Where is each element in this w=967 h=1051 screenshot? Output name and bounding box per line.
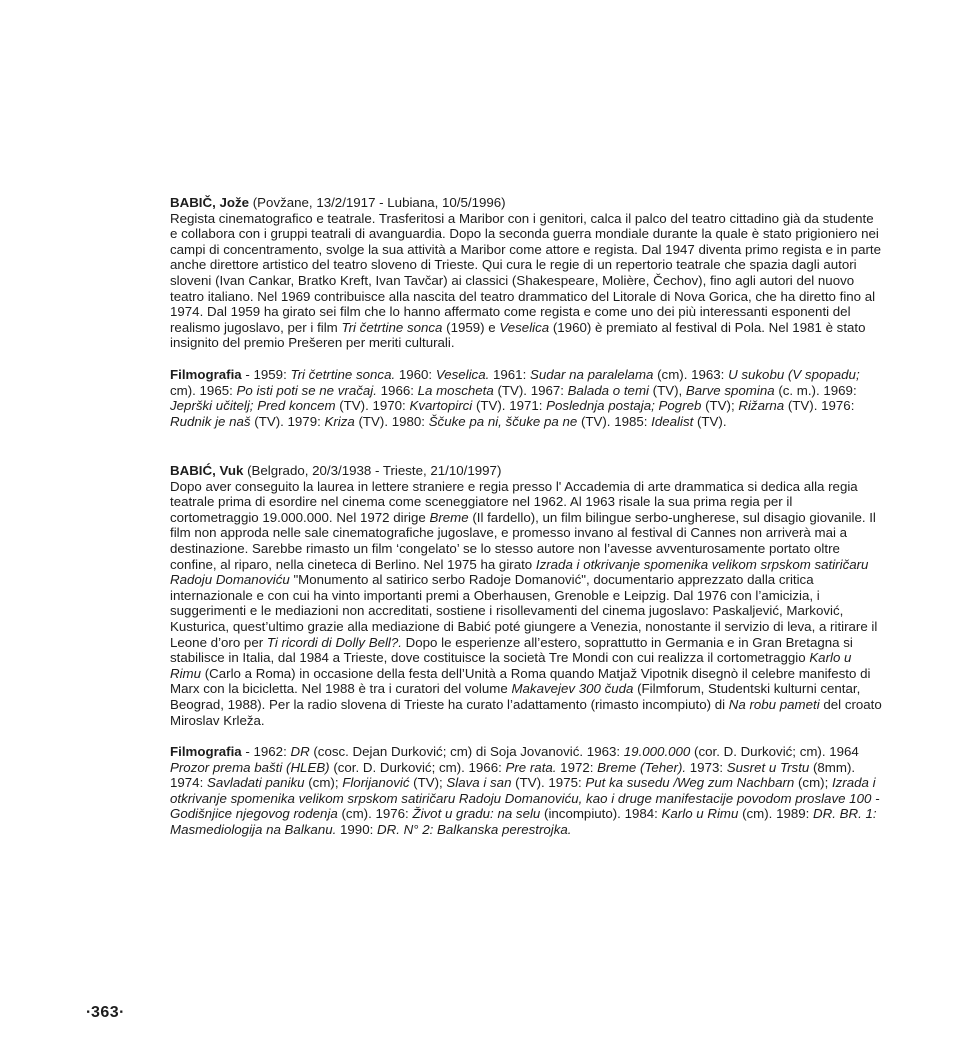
italic-title: Kriza (324, 413, 355, 429)
text-run: (cm); (304, 775, 343, 791)
italic-title: Poslednja postaja; Pogreb (546, 398, 702, 414)
italic-title: Veselica (499, 319, 550, 335)
entry-babic-vuk (170, 463, 882, 838)
italic-title: Rudnik je naš (170, 413, 251, 429)
text-run: (Il fardello), un film bilingue serbo-ungherese, sul disagio giovanile. Il film non approda nelle sale cinematografiche jugoslave, e promesso invano al festival di Cannes non arriverà mai a destinazione. Sarebbe rimasto un film ‘congelato’ se lo stesso autore non l’avesse avventurosamente portato oltre confine, al riparo, nella cineteca di Berlino. Nel 1975 ha girato (170, 509, 876, 572)
entry-dates: (Povžane, 13/2/1917 - Lubiana, 10/5/1996) (249, 195, 506, 210)
italic-title: U sukobu (V spopadu; (728, 366, 860, 382)
italic-title: Slava i san (446, 775, 512, 791)
filmography (170, 367, 882, 429)
text-run: (8mm). 1974: (170, 759, 856, 791)
text-run: (cor. D. Durković; cm). 1966: (329, 759, 506, 775)
italic-title: Florijanović (342, 775, 410, 791)
entry-name: BABIČ, Jože (170, 195, 250, 210)
text-run: (TV), (648, 382, 686, 398)
text-run: (TV). 1979: (250, 413, 325, 429)
italic-title: Izrada i otkrivanje spomenika velikom srpskom satiričaru Radoju Domanoviću (170, 556, 869, 588)
italic-title: La moscheta (417, 382, 494, 398)
italic-title: Put ka susedu /Weg zum Nachbarn (585, 775, 795, 791)
text-run: - 1962: (241, 744, 291, 760)
italic-title: DR. N° 2: Balkanska perestrojka. (376, 822, 572, 838)
italic-title: Ti ricordi di Dolly Bell?. (266, 634, 402, 650)
entry-biography (170, 479, 882, 729)
text-run: (1960) è premiato al festival di Pola. Nel 1981 è stato insignito del premio Prešeren per meriti culturali. (170, 319, 866, 351)
text-run: (cm); (794, 775, 832, 791)
text-run: 1961: (489, 366, 530, 382)
italic-title: Balada o temi (567, 382, 649, 398)
entry-dates: (Belgrado, 20/3/1938 - Trieste, 21/10/1997) (243, 463, 502, 478)
filmography-list (170, 367, 860, 429)
entry-babic-joze (170, 195, 882, 429)
text-run: (incompiuto). 1984: (540, 806, 662, 822)
italic-title: Veselica. (435, 366, 490, 382)
text-run: (cor. D. Durković; cm). 1964 (690, 744, 859, 760)
italic-title: Karlo u Rimu (661, 806, 739, 822)
italic-title: 19.000.000 (623, 744, 691, 760)
italic-title: Makavejev 300 čuda (511, 681, 634, 697)
italic-title: Susret u Trstu (726, 759, 810, 775)
text-run: (Carlo a Roma) in occasione della festa dell’Unità a Roma quando Matjaž Vipotnik disegnò il celebre manifesto di Marx con la bicicletta. Nel 1988 è tra i curatori del volume (170, 665, 871, 697)
text-run: (cm). 1963: (653, 366, 729, 382)
italic-title: DR. BR. 1: Masmediologija na Balkanu. (170, 806, 877, 838)
italic-title: Jeprški učitelj; Pred koncem (170, 398, 336, 414)
filmography-list (170, 744, 880, 837)
text-run: - 1959: (241, 366, 291, 382)
text-run: 1990: (336, 822, 377, 838)
italic-title: Prozor prema bašti (HLEB) (170, 759, 330, 775)
text-run: 1972: (556, 759, 598, 775)
text-run: (Filmforum, Studentski kulturni centar, Beograd, 1988). Per la radio slovena di Trieste ha curato l’adattamento (rimasto incompiuto) di (170, 681, 861, 712)
text-run: cm). 1965: (170, 382, 237, 398)
text-run: Dopo aver conseguito la laurea in lettere straniere e regia presso l' Accademia di arte drammatica si dedica alla regia teatrale prima di esordire nel cinema come sceneggiatore nel 1962. Al 1963 risale la sua prima regia per il cortometraggio 19.000.000. Nel 1972 dirige (170, 478, 858, 525)
italic-title: Tri četrtine sonca. (290, 366, 396, 382)
italic-title: Breme (Teher). (597, 759, 687, 775)
italic-title: Rižarna (738, 398, 785, 414)
text-run: del croato Miroslav Krleža. (170, 696, 882, 728)
italic-title: Na robu pameti (728, 696, 820, 712)
italic-title: DR (290, 744, 310, 760)
italic-title: Izrada i otkrivanje spomenika velikom srpskom satiričaru Radoju Domanoviću, kao i druge manifestacije povodom proslave 100 - Godišnjice njegovog rodenja (170, 775, 880, 822)
text-run: (TV). 1967: (493, 382, 568, 398)
filmography-label: Filmografia (170, 744, 242, 760)
text-run: "Monumento al satirico serbo Radoje Domanović", documentario apprezzato dalla critica internazionale e con cui ha vinto importanti premi a Oberhausen, Grenoble e Leipzig. Dal 1976 con l’amicizia, i suggerimenti e le mediazioni non accreditati, sostiene i risollevamenti del cinema jugoslavo: Paskaljević, Marković, Kusturica, quest’ultimo grazie alla mediazione di Babić poté giungere a Venezia, nonostante il servizio di leva, a ritirare il Leone d’oro per (170, 572, 878, 650)
text-run: (cm). 1976: (337, 806, 413, 822)
text-run: Regista cinematografico e teatrale. Trasferitosi a Maribor con i genitori, calca il palco del teatro cittadino già da studente e collabora con i gruppi teatrali di avanguardia. Dopo la seconda guerra mondiale durante la quale è stato prigioniero nei campi di concentramento, svolge la sua attività a Maribor come attore e regista. Dal 1947 diventa primo regista e in parte anche direttore artistico del teatro sloveno di Trieste. Qui cura le regie di un repertorio teatrale che spazia dagli autori sloveni (Ivan Cankar, Bratko Kreft, Ivan Tavčar) ai classici (Shakespeare, Molière, Čechov), fino agli autori del nuovo teatro italiano. Nel 1969 contribuisce alla nascita del teatro drammatico del Litorale di Nova Gorica, che ha diretto fino al 1974. Dal 1959 ha girato sei film che lo hanno affermato come regista e come uno dei più interessanti esponenti del realismo jugoslavo, per i film (170, 210, 882, 335)
italic-title: Idealist (651, 413, 694, 429)
italic-title: Ščuke pa ni, ščuke pa ne (428, 413, 578, 429)
text-run: (TV). 1971: (472, 398, 547, 414)
italic-title: Breme (429, 509, 469, 525)
text-run: (TV). 1970: (335, 398, 410, 414)
italic-title: Po isti poti se ne vračaj. (236, 382, 377, 398)
text-run: 1973: (686, 759, 727, 775)
text-run: (TV). (693, 413, 727, 429)
italic-title: Barve spomina (685, 382, 775, 398)
italic-title: Karlo u Rimu (170, 650, 852, 681)
text-run: (c. m.). 1969: (774, 382, 857, 398)
text-run: Dopo le esperienze all’estero, soprattutto in Germania e in Gran Bretagna si stabilisce in Italia, dal 1984 a Trieste, dove costituisce la società Tre Mondi con cui realizza il cortometraggio (170, 634, 853, 666)
entry-biography (170, 211, 882, 351)
text-run: (TV); (701, 398, 739, 414)
text-run: (cm). 1989: (738, 806, 814, 822)
filmography-label: Filmografia (170, 366, 242, 382)
text-run: (TV). 1980: (354, 413, 429, 429)
entry-name: BABIĆ, Vuk (170, 463, 244, 478)
text-run: 1960: (395, 366, 436, 382)
entry-heading (170, 195, 882, 211)
entry-heading (170, 463, 882, 479)
text-run: (TV). 1976: (784, 398, 855, 414)
italic-title: Pre rata. (505, 759, 557, 775)
italic-title: Tri četrtine sonca (341, 319, 443, 335)
text-run: (TV). 1975: (511, 775, 586, 791)
italic-title: Život u gradu: na selu (412, 806, 541, 822)
text-run: (TV); (409, 775, 447, 791)
italic-title: Kvartopirci (409, 398, 473, 414)
text-run: 1966: (376, 382, 418, 398)
page-number: ∙363∙ (86, 1004, 125, 1021)
italic-title: Savladati paniku (206, 775, 305, 791)
filmography (170, 744, 882, 838)
text-run: (TV). 1985: (577, 413, 652, 429)
text-run: (1959) e (442, 319, 500, 335)
italic-title: Sudar na paralelama (529, 366, 654, 382)
text-run: (cosc. Dejan Durković; cm) di Soja Jovanović. 1963: (309, 744, 624, 760)
